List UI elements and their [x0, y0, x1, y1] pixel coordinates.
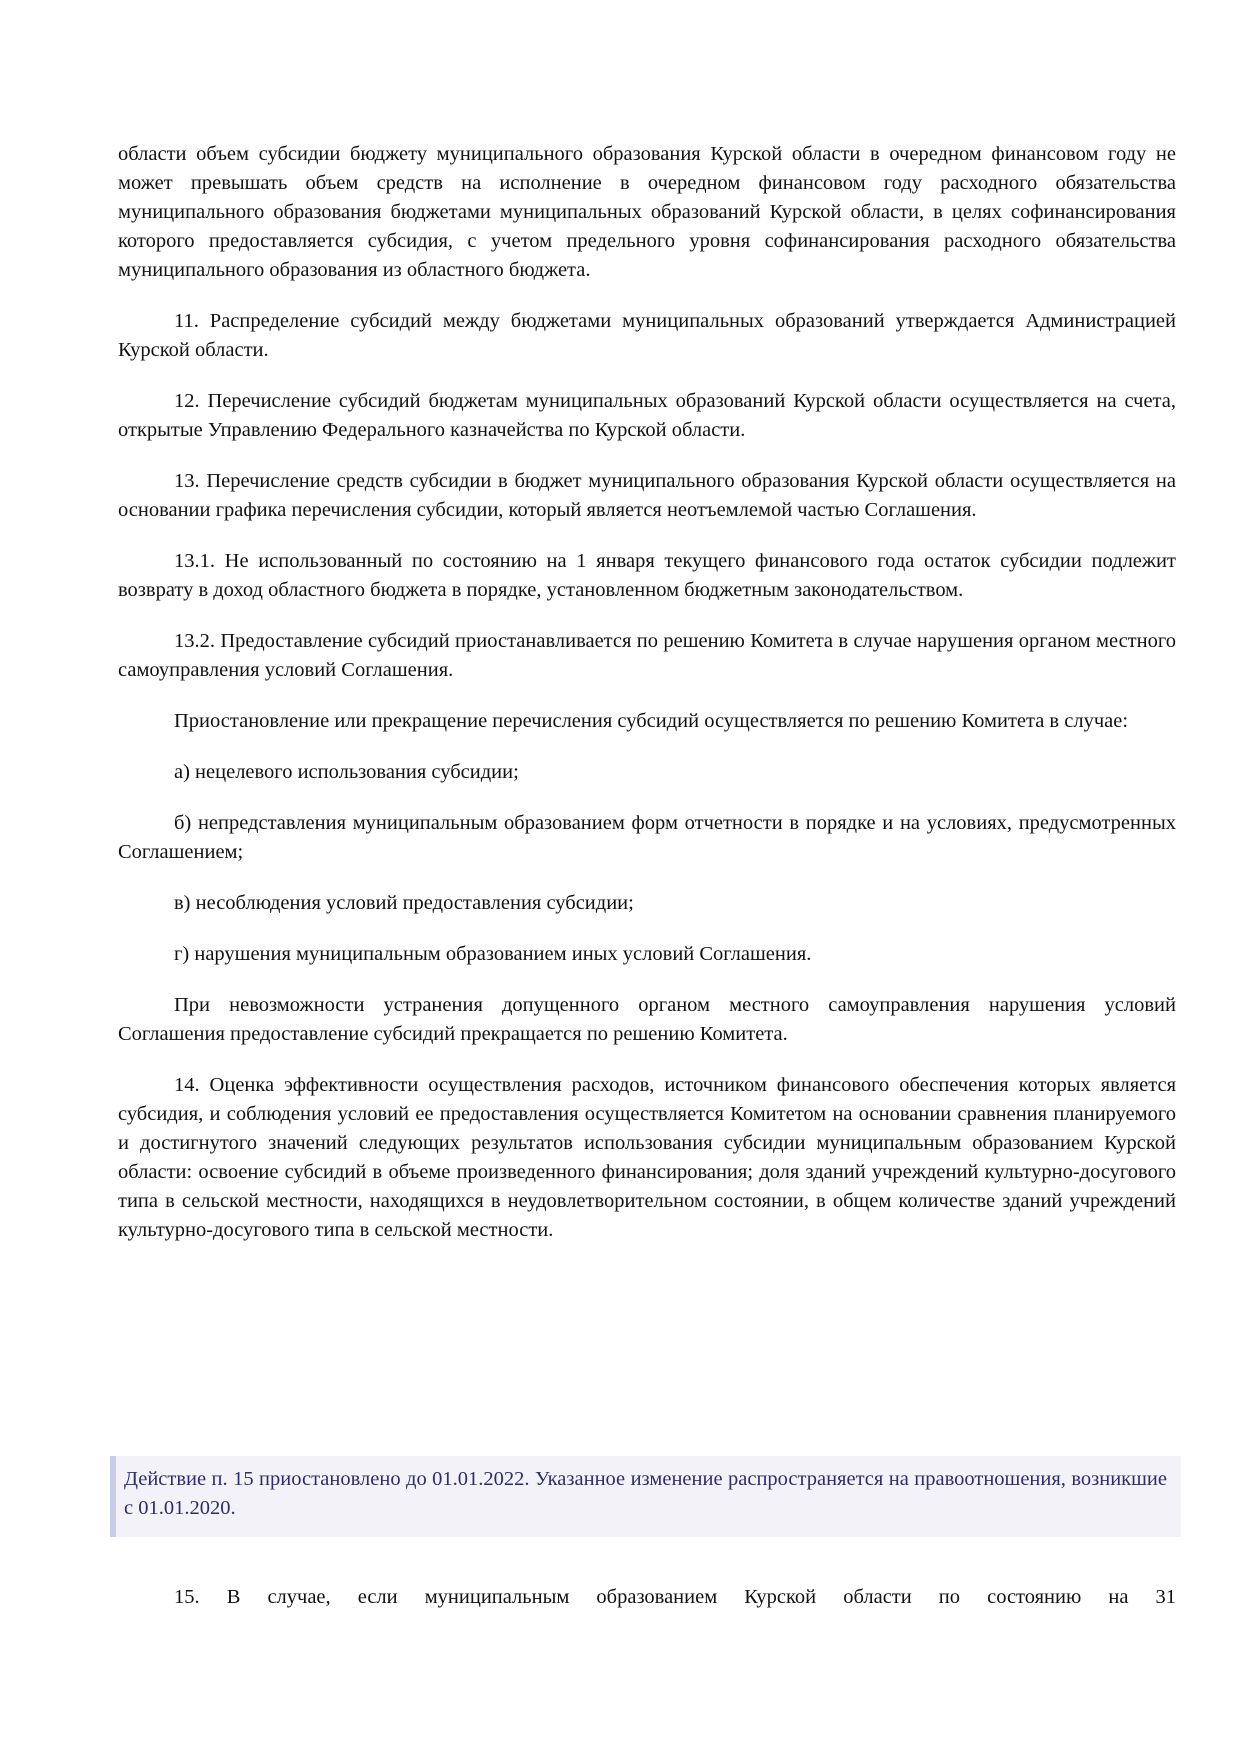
spacer	[118, 365, 1176, 387]
paragraph-13: 13. Перечисление средств субсидии в бюджет муниципального образования Курской области осуществляется на основании графика перечисления субсидии, который является неотъемлемой частью Соглашения.	[118, 470, 1176, 521]
paragraph-14: 14. Оценка эффективности осуществления расходов, источником финансового обеспечения которых является субсидия, и соблюдения условий ее предоставления осуществляется Комитетом на основании сравнения планируемого и достигнутого значений следующих результатов использования субсидии муниципальным образованием Курской области: освоение субсидий в объеме произведенного финансирования; доля зданий учреждений культурно-досугового типа в сельской местности, находящихся в неудовлетворительном состоянии, в общем количестве зданий учреждений культурно-досугового типа в сельской местности.	[118, 1074, 1176, 1241]
amendment-note	[110, 1456, 1181, 1537]
paragraph-termination: При невозможности устранения допущенного органом местного самоуправления нарушения условий Соглашения предоставление субсидий прекращается по решению Комитета.	[118, 994, 1176, 1045]
paragraph-12: 12. Перечисление субсидий бюджетам муниципальных образований Курской области осуществляется на счета, открытые Управлению Федерального казначейства по Курской области.	[118, 390, 1176, 441]
paragraph-13-1: 13.1. Не использованный по состоянию на 1 января текущего финансового года остаток субсидии подлежит возврату в доход областного бюджета в порядке, установленном бюджетным законодательством.	[118, 550, 1176, 601]
spacer	[118, 285, 1176, 307]
amendment-note-text: Действие п. 15 приостановлено до 01.01.2022. Указанное изменение распространяется на правоотношения, возникшие с 01.01.2020.	[124, 1468, 1167, 1519]
spacer	[118, 605, 1176, 627]
list-item-g: г) нарушения муниципальным образованием иных условий Соглашения.	[174, 943, 812, 965]
list-item-b: б) непредставления муниципальным образованием форм отчетности в порядке и на условиях, предусмотренных Соглашением;	[118, 812, 1176, 863]
list-item-a: а) нецелевого использования субсидии;	[174, 761, 519, 783]
spacer	[118, 1049, 1176, 1071]
spacer	[118, 918, 1176, 940]
spacer	[118, 736, 1176, 758]
paragraph-suspension: Приостановление или прекращение перечисления субсидий осуществляется по решению Комитета в случае:	[174, 710, 1129, 732]
spacer	[118, 867, 1176, 889]
document-body	[118, 140, 1176, 1245]
spacer	[118, 969, 1176, 991]
spacer	[118, 525, 1176, 547]
spacer	[118, 445, 1176, 467]
paragraph-11: 11. Распределение субсидий между бюджетами муниципальных образований утверждается Администрацией Курской области.	[118, 310, 1176, 361]
spacer	[118, 787, 1176, 809]
list-item-v: в) несоблюдения условий предоставления субсидии;	[174, 892, 634, 914]
paragraph-13-2: 13.2. Предоставление субсидий приостанавливается по решению Комитета в случае нарушения органом местного самоуправления условий Соглашения.	[118, 630, 1176, 681]
paragraph-10-continuation: области объем субсидии бюджету муниципального образования Курской области в очередном финансовом году не может превышать объем средств на исполнение в очередном финансовом году расходного обязательства муниципального образования бюджетами муниципальных образований Курской области, в целях софинансирования которого предоставляется субсидия, с учетом предельного уровня софинансирования расходного обязательства муниципального образования из областного бюджета.	[118, 143, 1176, 281]
spacer	[118, 685, 1176, 707]
paragraph-15-start: 15. В случае, если муниципальным образованием Курской области по состоянию на 31	[174, 1585, 1176, 1608]
